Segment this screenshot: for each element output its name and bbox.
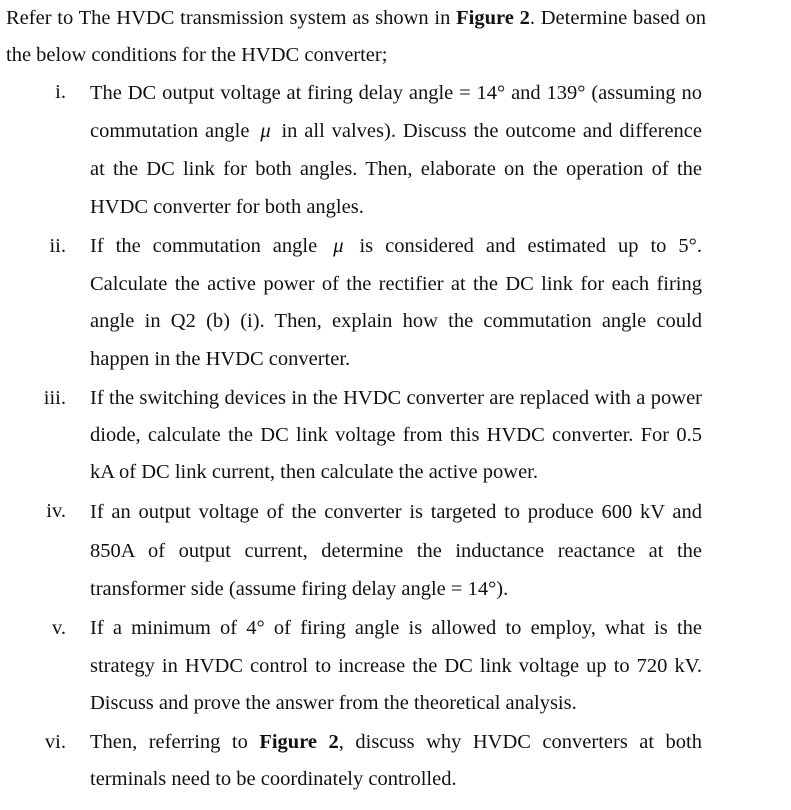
item-text: If the switching devices in the HVDC converter are replaced with a power diode, calculate the DC link voltage from this HVDC converter. For 0.5 kA of DC link current, then calculate the active power. (90, 387, 702, 483)
mu-symbol: μ (260, 120, 271, 142)
item-text-part2: in all valves). Discuss the outcome and difference at the DC link for both angles. Then, elaborate on the operation of the HVDC converter for both angles. (90, 120, 702, 218)
item-numeral: vi. (44, 731, 66, 753)
figure-reference: Figure 2 (456, 7, 530, 29)
question-item-vi (0, 724, 791, 800)
question-item-i (0, 74, 791, 228)
question-intro (6, 0, 706, 74)
question-list (0, 74, 791, 800)
item-text (90, 74, 702, 226)
item-text: If a minimum of 4° of firing angle is allowed to employ, what is the strategy in HVDC control to increase the DC link voltage up to 720 kV. Discuss and prove the answer from the theoretical analysis. (90, 617, 702, 714)
item-text-part2: is considered and estimated up to 5°. Calculate the active power of the rectifier at the DC link for each firing angle in Q2 (b) (i). Then, explain how the commutation angle could happen in the HVDC converter. (90, 235, 702, 370)
item-text-part2: , discuss why HVDC converters at both terminals need to be coordinately controlled. (90, 731, 702, 790)
intro-text-part1: Refer to The HVDC transmission system as shown in (6, 7, 457, 29)
intro-text-part2: . Determine based on the below conditions for the HVDC converter; (6, 7, 706, 66)
item-text-part1: Then, referring to (90, 731, 260, 753)
item-numeral: ii. (49, 235, 66, 257)
figure-reference: Figure 2 (259, 731, 339, 753)
item-numeral: iii. (43, 387, 66, 409)
item-text-part1: If the commutation angle (90, 235, 330, 257)
item-numeral: i. (55, 81, 66, 103)
question-item-v (0, 610, 791, 724)
question-item-iv (0, 493, 791, 610)
item-numeral: iv. (46, 500, 66, 522)
item-text-part1: The DC output voltage at firing delay angle = 14° and 139° (assuming no commutation angle (90, 82, 702, 142)
mu-symbol: μ (333, 235, 344, 257)
question-item-ii (0, 228, 791, 380)
item-text: If an output voltage of the converter is targeted to produce 600 kV and 850A of output current, determine the inductance reactance at the transformer side (assume firing delay angle = 14°). (90, 501, 702, 600)
item-text (90, 724, 702, 798)
item-text (90, 228, 702, 378)
question-item-iii (0, 380, 791, 493)
item-numeral: v. (51, 617, 66, 639)
